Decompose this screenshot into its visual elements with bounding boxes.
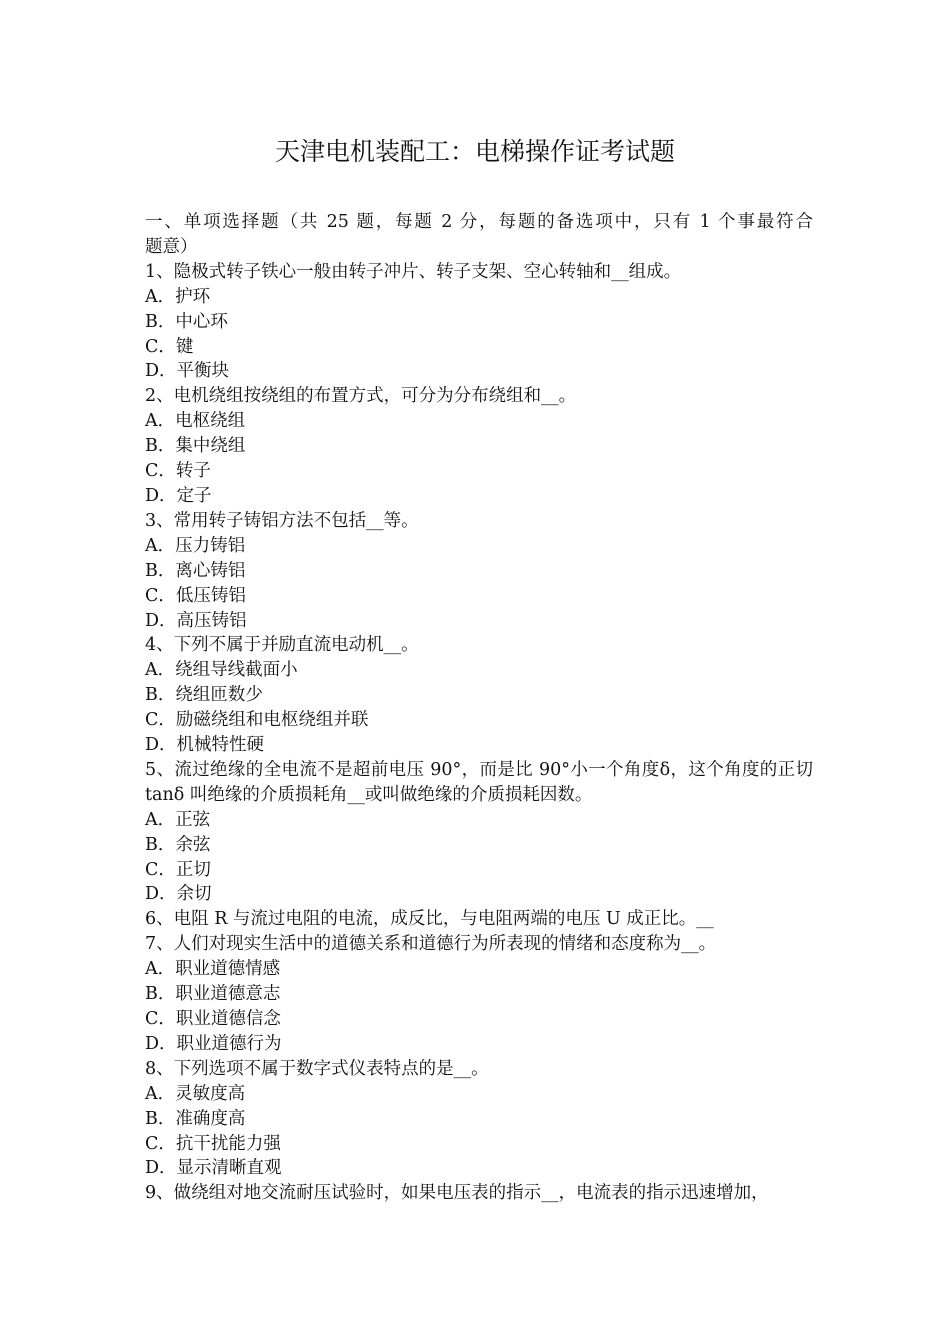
question-9	[145, 1181, 813, 1206]
option-c: C．励磁绕组和电枢绕组并联	[145, 710, 369, 731]
document-title: 天津电机装配工：电梯操作证考试题	[274, 137, 675, 166]
option-b: B．绕组匝数少	[145, 685, 263, 706]
option-c: C．转子	[145, 461, 211, 482]
option-a: A．正弦	[145, 809, 211, 830]
option-a: A．职业道德情感	[145, 959, 281, 980]
option-d: D．平衡块	[145, 361, 230, 382]
option-a: A．护环	[145, 286, 211, 307]
option-b: B．离心铸铝	[145, 560, 246, 581]
option-b: B．中心环	[145, 311, 228, 332]
option-c: C．正切	[145, 859, 211, 880]
question-text: 5、流过绝缘的全电流不是超前电压 90°，而是比 90°小一个角度δ，这个角度的正切 tanδ 叫绝缘的介质损耗角__或叫做绝缘的介质损耗因数。	[145, 759, 813, 805]
question-6	[145, 907, 813, 932]
option-d: D．高压铸铝	[145, 610, 247, 631]
option-b: B．余弦	[145, 834, 211, 855]
question-3	[145, 509, 813, 634]
question-1	[145, 260, 813, 385]
question-text: 4、下列不属于并励直流电动机__。	[145, 635, 419, 656]
question-text: 6、电阻 R 与流过电阻的电流，成反比，与电阻两端的电压 U 成正比。__	[145, 909, 714, 930]
option-a: A．灵敏度高	[145, 1083, 246, 1104]
option-b: B．职业道德意志	[145, 984, 281, 1005]
option-d: D．定子	[145, 485, 212, 506]
option-b: B．集中绕组	[145, 436, 246, 457]
question-4	[145, 633, 813, 758]
option-c: C．职业道德信念	[145, 1009, 281, 1029]
option-a: A．压力铸铝	[145, 535, 246, 556]
question-text: 3、常用转子铸铝方法不包括__等。	[145, 510, 419, 531]
question-text: 7、人们对现实生活中的道德关系和道德行为所表现的情绪和态度称为__。	[145, 934, 717, 955]
option-a: A．电枢绕组	[145, 411, 246, 432]
question-text: 8、下列选项不属于数字式仪表特点的是__。	[145, 1058, 489, 1079]
option-c: C．键	[145, 336, 194, 357]
question-text: 1、隐极式转子铁心一般由转子冲片、转子支架、空心转轴和__组成。	[145, 261, 682, 282]
section-heading: 一、单项选择题（共 25 题，每题 2 分，每题的备选项中，只有 1 个事最符合	[145, 212, 813, 232]
option-c: C．抗干扰能力强	[145, 1133, 281, 1154]
option-d: D．机械特性硬	[145, 735, 265, 756]
question-2	[145, 384, 813, 509]
option-d: D．显示清晰直观	[145, 1158, 282, 1179]
document-body	[145, 210, 813, 1206]
question-7	[145, 932, 813, 1057]
option-d: D．余切	[145, 884, 212, 905]
option-d: D．职业道德行为	[145, 1033, 282, 1054]
option-a: A．绕组导线截面小	[145, 660, 298, 681]
question-8	[145, 1057, 813, 1182]
question-5	[145, 758, 813, 907]
section-heading-continuation: 题意）	[145, 236, 198, 257]
question-text: 9、做绕组对地交流耐压试验时，如果电压表的指示__，电流表的指示迅速增加，	[145, 1183, 769, 1204]
option-c: C．低压铸铝	[145, 585, 246, 606]
question-text: 2、电机绕组按绕组的布置方式，可分为分布绕组和__。	[145, 386, 577, 407]
option-b: B．准确度高	[145, 1108, 246, 1129]
